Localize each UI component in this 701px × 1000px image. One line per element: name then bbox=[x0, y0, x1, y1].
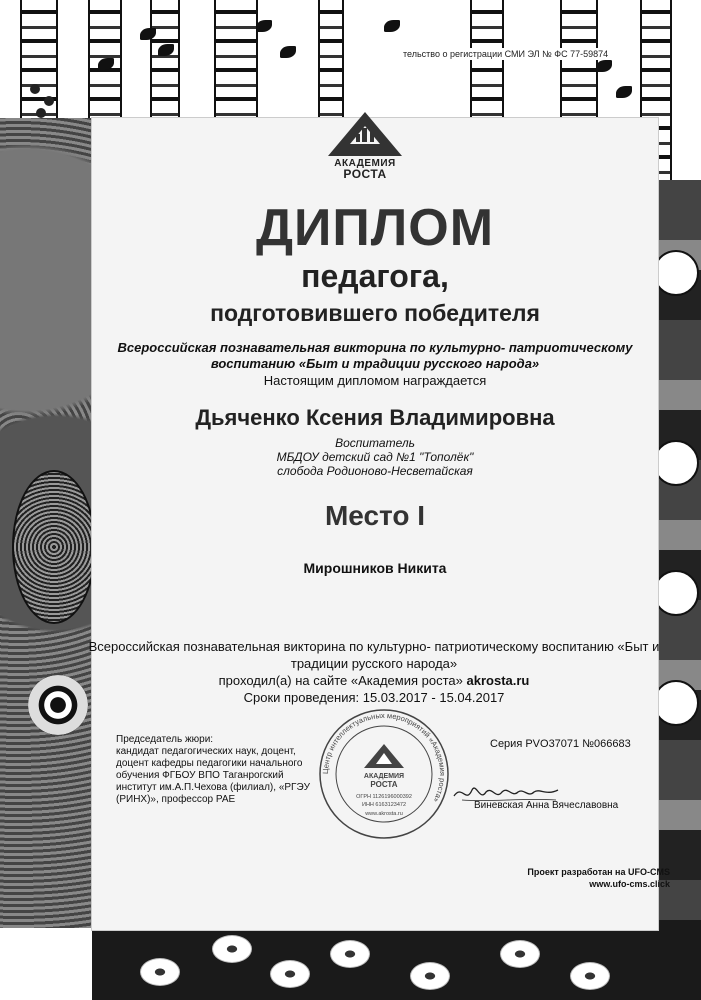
chair-line-1: Председатель жюри: bbox=[116, 734, 214, 745]
stamp-logo-line-2: РОСТА bbox=[370, 780, 398, 789]
daisy-icon bbox=[570, 962, 610, 990]
birch-trunk bbox=[214, 0, 258, 130]
stamp-inn: ИНН 6163123472 bbox=[361, 802, 407, 808]
diploma-subtitle-2: подготовившего победителя bbox=[210, 300, 540, 326]
stamp-site: www.akrosta.ru bbox=[365, 811, 403, 817]
site-link[interactable]: akrosta.ru bbox=[466, 673, 530, 688]
passed-line-1: Всероссийская познавательная викторина по культурно- патриотическому воспитанию «Быт и bbox=[88, 639, 660, 654]
position-line-2: МБДОУ детский сад №1 "Тополёк" bbox=[276, 450, 474, 464]
chair-line-6: (РИНХ)», профессор РАЕ bbox=[116, 794, 236, 805]
ornament-orb bbox=[12, 470, 96, 624]
daisy-icon bbox=[270, 960, 310, 988]
passed-line-2: традиции русского народа» bbox=[290, 656, 458, 671]
passed-line-3 bbox=[88, 672, 660, 689]
stamp-seal-icon bbox=[316, 706, 452, 842]
quiz-line-1: Всероссийская познавательная викторина по культурно- патриотическому bbox=[117, 340, 633, 355]
birch-trunk bbox=[560, 0, 598, 130]
daisy-icon bbox=[212, 935, 252, 963]
matryoshka-face-icon bbox=[653, 250, 699, 296]
stamp-logo-line-1: АКАДЕМИЯ bbox=[363, 773, 405, 780]
project-line-1: Проект разработан на UFO-CMS bbox=[527, 867, 670, 877]
chair-line-2: кандидат педагогических наук, доцент, bbox=[116, 746, 296, 757]
leaf-icon bbox=[616, 86, 632, 98]
signer-name: Виневская Анна Вячеславовна bbox=[474, 800, 619, 811]
leaf-icon bbox=[280, 46, 296, 58]
flower-icon bbox=[28, 675, 88, 735]
quiz-name bbox=[92, 340, 658, 372]
project-link[interactable]: www.ufo-cms.click bbox=[589, 879, 670, 889]
jury-chair-block bbox=[116, 734, 326, 806]
award-line: Настоящим дипломом награждается bbox=[263, 373, 487, 388]
position-line-3: слобода Родионово-Несветайская bbox=[277, 464, 473, 478]
daisy-icon bbox=[140, 958, 180, 986]
registration-note: тельство о регистрации СМИ ЭЛ № ФС 77-59874 bbox=[400, 48, 611, 60]
child-name: Мирошников Никита bbox=[303, 560, 447, 576]
recipient-name: Дьяченко Ксения Владимировна bbox=[195, 405, 555, 430]
daisy-icon bbox=[330, 940, 370, 968]
berry-icon bbox=[44, 96, 54, 106]
logo-line-1: АКАДЕМИЯ bbox=[334, 158, 396, 169]
chair-line-3: доцент кафедры педагогики начального bbox=[116, 758, 303, 769]
series-number: Серия РVО37071 №066683 bbox=[490, 738, 631, 750]
matryoshka-face-icon bbox=[653, 570, 699, 616]
academy-logo bbox=[320, 110, 410, 180]
daisy-icon bbox=[500, 940, 540, 968]
passed-line-3-prefix: проходил(а) на сайте «Академия роста» bbox=[218, 673, 463, 688]
stamp-ogrn: ОГРН 1126196000392 bbox=[356, 794, 412, 800]
matryoshka-face-icon bbox=[653, 440, 699, 486]
chair-line-5: институт им.А.П.Чехова (филиал), «РГЭУ bbox=[116, 782, 311, 793]
leaf-icon bbox=[596, 60, 612, 72]
place-award: Место I bbox=[324, 500, 426, 531]
logo-line-2: РОСТА bbox=[343, 167, 387, 181]
birch-trunk bbox=[150, 0, 180, 130]
official-stamp bbox=[316, 706, 452, 842]
quiz-description bbox=[88, 638, 660, 706]
project-credit bbox=[470, 866, 670, 890]
berry-icon bbox=[30, 84, 40, 94]
position-line-1: Воспитатель bbox=[335, 436, 415, 450]
diploma-title: ДИПЛОМ bbox=[255, 199, 495, 257]
recipient-position bbox=[92, 436, 658, 478]
bottom-ornament bbox=[92, 920, 701, 1000]
mountain-logo-icon bbox=[326, 110, 404, 158]
chair-line-4: обучения ФГБОУ ВПО Таганрогский bbox=[116, 770, 284, 781]
leaf-icon bbox=[256, 20, 272, 32]
daisy-icon bbox=[410, 962, 450, 990]
berry-icon bbox=[36, 108, 46, 118]
birch-trunk bbox=[470, 0, 504, 130]
stamp-ring-text: Центр интеллектуальных мероприятий «Академия роста» bbox=[320, 710, 448, 804]
quiz-line-2: воспитанию «Быт и традиции русского народа» bbox=[210, 356, 540, 371]
dates-line: Сроки проведения: 15.03.2017 - 15.04.2017 bbox=[243, 690, 505, 705]
diploma-subtitle: педагога, bbox=[301, 258, 449, 294]
leaf-icon bbox=[384, 20, 400, 32]
